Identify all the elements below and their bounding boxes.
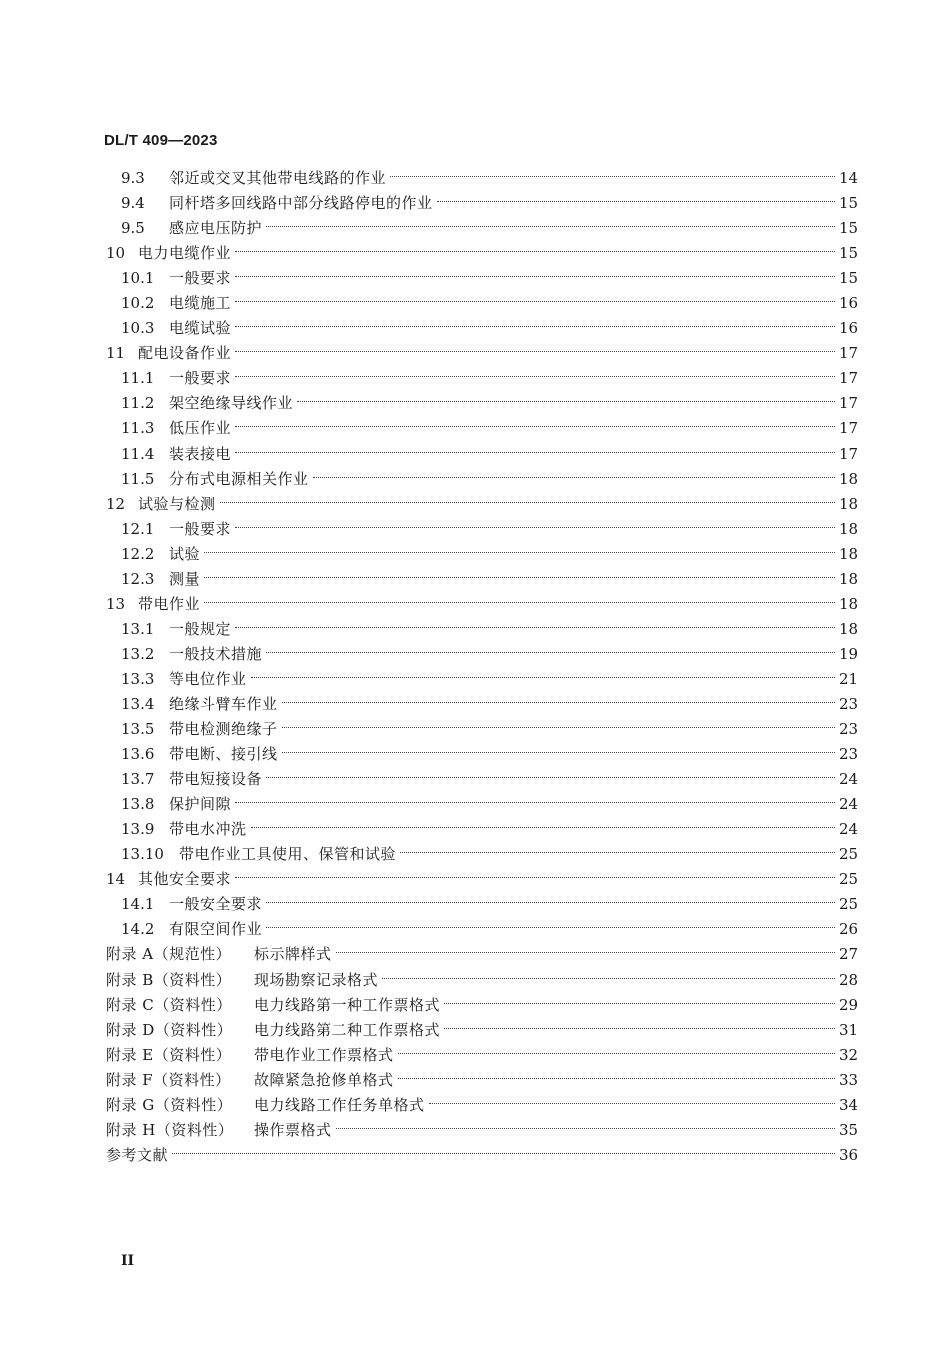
toc-entry-page: 15 (839, 219, 859, 238)
toc-entry[interactable] (0, 492, 950, 517)
toc-entry[interactable] (0, 467, 950, 492)
toc-dot-leader (220, 502, 835, 503)
toc-entry-page: 17 (839, 344, 859, 363)
toc-entry-number: 9.5 (121, 219, 145, 238)
toc-entry-number: 13.5 (121, 720, 155, 739)
toc-dot-leader (390, 176, 835, 177)
toc-entry-number: 12.2 (121, 544, 155, 563)
toc-entry[interactable] (0, 1093, 950, 1118)
toc-entry-page: 17 (839, 444, 859, 463)
toc-entry[interactable] (0, 917, 950, 942)
toc-entry-number: 14 (106, 870, 126, 889)
toc-entry-page: 15 (839, 269, 859, 288)
toc-entry[interactable] (0, 241, 950, 266)
toc-entry-number: 附录 C（资料性） (106, 995, 232, 1014)
toc-entry-page: 24 (839, 770, 859, 789)
toc-entry[interactable] (0, 667, 950, 692)
toc-entry[interactable] (0, 642, 950, 667)
toc-entry-page: 19 (839, 644, 859, 663)
toc-dot-leader (437, 201, 835, 202)
toc-entry-title: 绝缘斗臂车作业 (169, 694, 278, 713)
toc-entry[interactable] (0, 442, 950, 467)
toc-entry[interactable] (0, 717, 950, 742)
toc-dot-leader (400, 852, 835, 853)
toc-dot-leader (235, 351, 835, 352)
toc-dot-leader (235, 276, 835, 277)
toc-entry-number: 13.6 (121, 745, 155, 764)
toc-entry[interactable] (0, 968, 950, 993)
toc-entry-page: 17 (839, 369, 859, 388)
toc-entry-title: 现场勘察记录格式 (254, 970, 379, 989)
toc-entry[interactable] (0, 291, 950, 316)
toc-entry[interactable] (0, 742, 950, 767)
toc-entry-page: 18 (839, 569, 859, 588)
toc-entry-page: 18 (839, 619, 859, 638)
toc-entry[interactable] (0, 1068, 950, 1093)
toc-entry-title: 电力电缆作业 (138, 244, 232, 263)
toc-entry-number: 12.1 (121, 519, 155, 538)
toc-entry-title: 带电断、接引线 (169, 745, 278, 764)
toc-dot-leader (235, 527, 835, 528)
toc-entry-title: 电力线路第二种工作票格式 (254, 1020, 441, 1039)
toc-entry-number: 13.9 (121, 820, 155, 839)
toc-dot-leader (235, 251, 835, 252)
toc-entry-title: 带电检测绝缘子 (169, 720, 278, 739)
toc-entry-number: 13.2 (121, 644, 155, 663)
toc-entry-page: 24 (839, 820, 859, 839)
toc-entry-title: 一般安全要求 (169, 895, 263, 914)
toc-dot-leader (444, 1028, 835, 1029)
toc-entry-number: 14.2 (121, 920, 155, 939)
toc-dot-leader (282, 702, 835, 703)
toc-entry-number: 9.3 (121, 169, 145, 187)
toc-entry[interactable] (0, 316, 950, 341)
toc-dot-leader (282, 752, 835, 753)
toc-dot-leader (266, 652, 835, 653)
toc-entry-title: 带电作业 (138, 594, 201, 613)
toc-dot-leader (235, 326, 835, 327)
toc-entry-number: 附录 B（资料性） (106, 970, 232, 989)
toc-entry-title: 低压作业 (169, 419, 232, 438)
toc-entry[interactable] (0, 341, 950, 366)
toc-entry[interactable] (0, 592, 950, 617)
toc-entry-number: 13.3 (121, 669, 155, 688)
toc-entry-title: 标示牌样式 (254, 945, 332, 964)
toc-entry-number: 13.10 (121, 845, 164, 864)
toc-entry-page: 18 (839, 544, 859, 563)
toc-dot-leader (172, 1153, 835, 1154)
toc-dot-leader (266, 777, 835, 778)
toc-entry-page: 16 (839, 319, 859, 338)
toc-entry-title: 电缆试验 (169, 319, 232, 338)
toc-entry-title: 操作票格式 (254, 1120, 332, 1139)
toc-entry-page: 23 (839, 694, 859, 713)
toc-entry[interactable] (0, 767, 950, 792)
toc-entry-number: 11.2 (121, 394, 155, 413)
toc-entry-title: 其他安全要求 (138, 870, 232, 889)
toc-entry[interactable] (0, 1118, 950, 1143)
toc-dot-leader (336, 952, 835, 953)
toc-entry-number: 附录 H（资料性） (106, 1120, 234, 1139)
toc-dot-leader (235, 802, 835, 803)
toc-dot-leader (313, 477, 835, 478)
toc-entry[interactable] (0, 166, 950, 191)
toc-entry-title: 电力线路第一种工作票格式 (254, 995, 441, 1014)
toc-entry-title: 带电作业工作票格式 (254, 1045, 394, 1064)
toc-entry-number: 附录 D（资料性） (106, 1020, 233, 1039)
toc-entry-title: 装表接电 (169, 444, 232, 463)
toc-entry-number: 14.1 (121, 895, 155, 914)
toc-entry-page: 15 (839, 244, 859, 263)
toc-entry-title: 带电短接设备 (169, 770, 263, 789)
toc-entry-page: 18 (839, 594, 859, 613)
toc-entry[interactable] (0, 993, 950, 1018)
toc-entry-number: 13.7 (121, 770, 155, 789)
toc-entry-title: 有限空间作业 (169, 920, 263, 939)
toc-entry[interactable] (0, 567, 950, 592)
toc-entry[interactable] (0, 216, 950, 241)
toc-dot-leader (235, 426, 835, 427)
toc-dot-leader (235, 301, 835, 302)
toc-entry-number: 10.3 (121, 319, 155, 338)
toc-dot-leader (282, 727, 835, 728)
toc-entry-title: 试验 (169, 544, 201, 563)
toc-entry-page: 18 (839, 469, 859, 488)
toc-entry-title: 等电位作业 (169, 669, 247, 688)
toc-dot-leader (266, 927, 835, 928)
toc-dot-leader (235, 376, 835, 377)
toc-entry-number: 11 (106, 344, 126, 363)
toc-entry-title: 电缆施工 (169, 294, 232, 313)
toc-dot-leader (266, 226, 835, 227)
toc-entry-number: 10.1 (121, 269, 155, 288)
toc-entry-page: 31 (839, 1020, 859, 1039)
toc-entry-number: 11.3 (121, 419, 155, 438)
toc-entry-number: 9.4 (121, 194, 145, 213)
toc-entry-page: 35 (839, 1120, 859, 1139)
toc-dot-leader (235, 877, 835, 878)
toc-dot-leader (251, 677, 835, 678)
toc-entry-number: 11.5 (121, 469, 155, 488)
toc-entry-title: 带电作业工具使用、保管和试验 (179, 845, 397, 864)
toc-entry-number: 13.4 (121, 694, 155, 713)
toc-dot-leader (336, 1128, 835, 1129)
toc-entry[interactable] (0, 1143, 950, 1168)
toc-entry-title: 分布式电源相关作业 (169, 469, 309, 488)
toc-entry-page: 18 (839, 494, 859, 513)
toc-dot-leader (251, 827, 835, 828)
toc-entry-title: 架空绝缘导线作业 (169, 394, 294, 413)
toc-entry-page: 28 (839, 970, 859, 989)
toc-entry-number: 10 (106, 244, 126, 263)
toc-entry-title: 一般技术措施 (169, 644, 263, 663)
toc-entry-page: 36 (839, 1145, 859, 1164)
toc-entry-title: 一般要求 (169, 269, 232, 288)
toc-entry-page: 34 (839, 1095, 859, 1114)
toc-entry-page: 16 (839, 294, 859, 313)
toc-dot-leader (297, 401, 835, 402)
toc-entry-page: 25 (839, 895, 859, 914)
toc-dot-leader (429, 1103, 835, 1104)
toc-entry-title: 感应电压防护 (169, 219, 263, 238)
toc-entry-title: 一般要求 (169, 519, 232, 538)
toc-entry[interactable] (0, 391, 950, 416)
toc-entry-page: 17 (839, 419, 859, 438)
toc-entry[interactable] (0, 366, 950, 391)
toc-entry-number: 13.1 (121, 619, 155, 638)
toc-entry-title: 测量 (169, 569, 201, 588)
toc-entry[interactable] (0, 1043, 950, 1068)
toc-entry[interactable] (0, 842, 950, 867)
toc-entry-page: 15 (839, 194, 859, 213)
toc-entry[interactable] (0, 617, 950, 642)
toc-entry-number: 附录 E（资料性） (106, 1045, 232, 1064)
toc-dot-leader (382, 978, 835, 979)
toc-dot-leader (204, 577, 835, 578)
page-number-footer: II (121, 1253, 135, 1269)
toc-entry-number: 附录 G（资料性） (106, 1095, 233, 1114)
toc-entry[interactable] (0, 266, 950, 291)
toc-entry-title: 电力线路工作任务单格式 (254, 1095, 425, 1114)
toc-entry-page: 17 (839, 394, 859, 413)
toc-dot-leader (266, 902, 835, 903)
toc-entry[interactable] (0, 517, 950, 542)
toc-entry-title: 配电设备作业 (138, 344, 232, 363)
toc-dot-leader (235, 627, 835, 628)
toc-entry-title: 故障紧急抢修单格式 (254, 1070, 394, 1089)
toc-entry[interactable] (0, 892, 950, 917)
toc-entry-number: 12 (106, 494, 126, 513)
toc-entry-number: 13 (106, 594, 126, 613)
toc-entry-page: 23 (839, 745, 859, 764)
toc-entry-page: 29 (839, 995, 859, 1014)
toc-entry-number: 12.3 (121, 569, 155, 588)
toc-dot-leader (204, 602, 835, 603)
toc-entry[interactable] (0, 416, 950, 441)
toc-entry-title: 一般要求 (169, 369, 232, 388)
document-code-header: DL/T 409—2023 (104, 132, 218, 149)
toc-entry[interactable] (0, 942, 950, 967)
toc-dot-leader (398, 1053, 835, 1054)
toc-entry-title: 邻近或交叉其他带电线路的作业 (169, 169, 387, 187)
toc-entry[interactable] (0, 867, 950, 892)
toc-entry-number: 附录 F（资料性） (106, 1070, 231, 1089)
toc-entry-page: 23 (839, 720, 859, 739)
toc-entry-number: 10.2 (121, 294, 155, 313)
toc-entry-title: 一般规定 (169, 619, 232, 638)
toc-entry-number: 11.4 (121, 444, 155, 463)
table-of-contents (0, 166, 950, 1168)
toc-entry-page: 33 (839, 1070, 859, 1089)
toc-entry-page: 21 (839, 669, 859, 688)
toc-entry-number: 附录 A（规范性） (106, 945, 232, 964)
toc-entry-title: 试验与检测 (138, 494, 216, 513)
toc-entry[interactable] (0, 692, 950, 717)
toc-entry[interactable] (0, 817, 950, 842)
toc-dot-leader (235, 452, 835, 453)
toc-entry-page: 24 (839, 795, 859, 814)
toc-entry[interactable] (0, 191, 950, 216)
toc-entry-number: 13.8 (121, 795, 155, 814)
toc-entry-number: 11.1 (121, 369, 155, 388)
toc-entry-page: 32 (839, 1045, 859, 1064)
toc-dot-leader (204, 552, 835, 553)
toc-dot-leader (444, 1003, 835, 1004)
toc-entry-title: 保护间隙 (169, 795, 232, 814)
toc-entry-page: 25 (839, 870, 859, 889)
toc-entry-title: 带电水冲洗 (169, 820, 247, 839)
toc-dot-leader (398, 1078, 835, 1079)
toc-entry-title: 同杆塔多回线路中部分线路停电的作业 (169, 194, 433, 213)
toc-entry-page: 27 (839, 945, 859, 964)
toc-entry-page: 14 (839, 169, 859, 187)
toc-entry-title: 参考文献 (106, 1145, 169, 1164)
toc-entry[interactable] (0, 1018, 950, 1043)
toc-entry-page: 18 (839, 519, 859, 538)
toc-entry[interactable] (0, 542, 950, 567)
toc-entry-page: 25 (839, 845, 859, 864)
toc-entry-page: 26 (839, 920, 859, 939)
toc-entry[interactable] (0, 792, 950, 817)
